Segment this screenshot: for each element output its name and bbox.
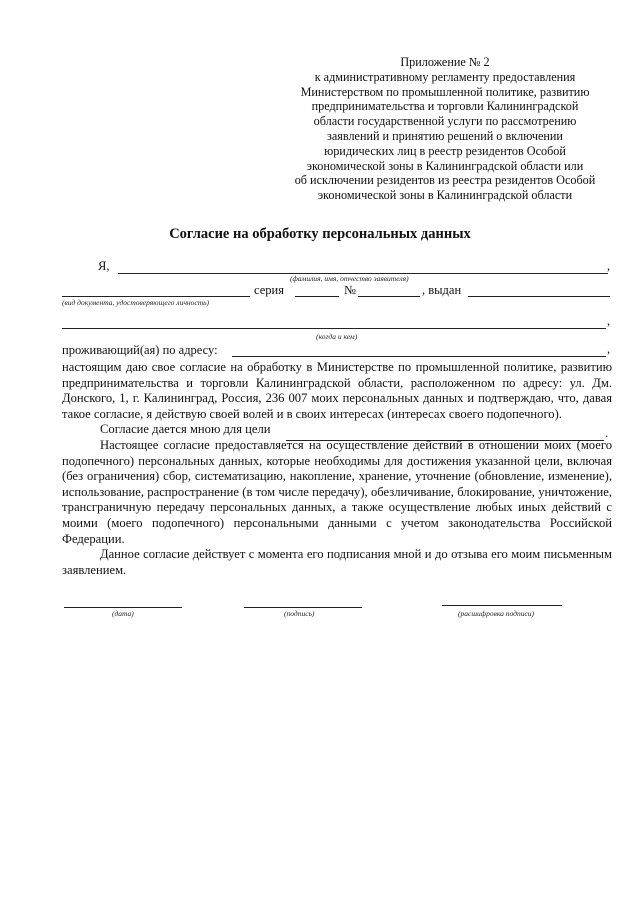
annex-line: юридических лиц в реестр резидентов Особой <box>324 143 566 158</box>
annex-header <box>280 55 610 203</box>
signature-field[interactable] <box>244 607 362 608</box>
document-title: Согласие на обработку персональных данных <box>169 226 471 242</box>
dot: . <box>605 426 609 440</box>
issued-by-field[interactable] <box>62 328 606 329</box>
annex-line: предпринимательства и торговли Калининградской <box>311 99 579 114</box>
annex-line: об исключении резидентов из реестра резидентов Особой <box>294 173 596 188</box>
document-caption: (вид документа, удостоверяющего личность) <box>62 298 210 307</box>
date-field[interactable] <box>64 607 182 608</box>
number-field[interactable] <box>358 296 420 297</box>
issued-label: , выдан <box>422 283 462 297</box>
purpose-field[interactable] <box>286 440 604 441</box>
comma: , <box>607 342 611 356</box>
decode-field[interactable] <box>442 605 562 606</box>
consent-body <box>62 360 612 578</box>
document-type-field[interactable] <box>62 296 250 297</box>
date-caption: (дата) <box>112 609 134 618</box>
annex-line: Министерством по промышленной политике, развитию <box>300 84 590 99</box>
when-caption: (когда и кем) <box>316 332 358 341</box>
issued-field[interactable] <box>468 296 610 297</box>
address-field[interactable] <box>232 356 606 357</box>
series-field[interactable] <box>295 296 339 297</box>
series-label: серия <box>254 283 284 297</box>
number-label: № <box>344 283 356 297</box>
annex-line: Приложение № 2 <box>400 55 490 69</box>
comma: , <box>607 259 611 273</box>
decode-caption: (расшифровка подписи) <box>458 609 535 618</box>
purpose-label: Согласие дается мною для цели <box>100 422 271 437</box>
consent-paragraph-1: настоящим даю свое согласие на обработку в Министерстве по промышленной политике, развитию предпринимательства и торговли Калининградской области, расположенном по адресу: ул. Дм. Донского, 1, г. Калининград, Россия, 236 007 моих персональных данных и подтверждаю, что, давая такое согласие, я действую своей волей и в своих интересах (интересах своего подопечного). <box>62 360 612 421</box>
ya-label: Я, <box>98 259 110 273</box>
annex-line: экономической зоны в Калининградской области или <box>306 158 584 173</box>
consent-paragraph-2: Настоящее согласие предоставляется на осуществление действий в отношении моих (моего подопечного) персональных данных, которые необходимы для достижения указанной цели, включая (без ограничения) сбор, систематизацию, накопление, хранение, уточнение (обновление, изменение), использование, распространение (в том числе передачу), обезличивание, блокирование, уничтожение, трансграничную передачу персональных данных, а также осуществление любых иных действий с моими (моего подопечного) персональными данными с учетом законодательства Российской Федерации. <box>62 437 612 546</box>
purpose-row <box>62 422 612 438</box>
consent-paragraph-3: Данное согласие действует с момента его подписания мной и до отзыва его моим письменным заявлением. <box>62 547 612 577</box>
annex-line: области государственной услуги по рассмотрению <box>313 114 577 129</box>
annex-line: экономической зоны в Калининградской области <box>317 188 573 203</box>
address-label: проживающий(ая) по адресу: <box>62 343 218 357</box>
comma: , <box>607 314 611 328</box>
annex-line: к административному регламенту предоставления <box>314 69 576 84</box>
annex-line: заявлений и принятию решений о включении <box>327 128 563 143</box>
fio-caption: (фамилия, имя, отчество заявителя) <box>290 274 409 283</box>
signature-caption: (подпись) <box>284 609 315 618</box>
